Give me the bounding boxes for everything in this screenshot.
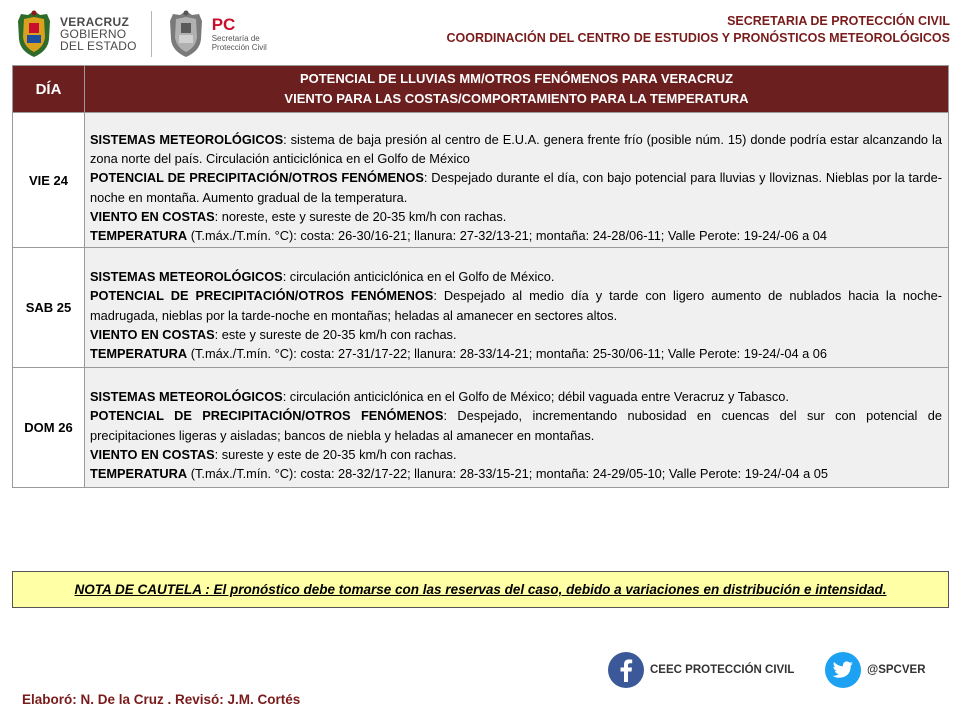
sistemas-paragraph xyxy=(90,267,942,286)
forecast-cell xyxy=(85,113,949,248)
table-row xyxy=(13,113,949,248)
sistemas-text: : circulación anticiclónica en el Golfo de México. xyxy=(282,269,555,285)
credits: Elaboró: N. De la Cruz . Revisó: J.M. Cortés xyxy=(22,692,301,707)
caution-note xyxy=(12,571,949,608)
sistemas-text: : sistema de baja presión al centro de E.U.A. genera frente frío (posible núm. 15) donde podría estar alcanzando la zona norte del país. Circulación anticiclónica en el Golfo de México xyxy=(90,132,942,167)
facebook-label[interactable]: CEEC PROTECCIÓN CIVIL xyxy=(650,664,795,676)
precip-label: POTENCIAL DE PRECIPITACIÓN/OTROS FENÓMENOS xyxy=(90,170,424,186)
org-line2: COORDINACIÓN DEL CENTRO DE ESTUDIOS Y PRONÓSTICOS METEOROLÓGICOS xyxy=(446,31,950,45)
veracruz-shield-icon xyxy=(14,9,54,59)
pc-logo-text xyxy=(212,16,267,52)
pc-logo-title: PC xyxy=(211,15,236,34)
precip-text: : Despejado durante el día, con bajo potencial para lluvias y lloviznas. Nieblas por la tarde-noche en montaña. Aumento gradual de la temperatura. xyxy=(90,170,942,205)
precip-label: POTENCIAL DE PRECIPITACIÓN/OTROS FENÓMENOS xyxy=(90,288,434,304)
sistemas-paragraph xyxy=(90,130,942,168)
temp-text: (T.máx./T.mín. °C): costa: 27-31/17-22; llanura: 28-33/14-21; montaña: 25-30/06-11; Valle Perote: 19-24/-04 a 06 xyxy=(187,346,828,362)
temp-label: TEMPERATURA xyxy=(90,466,188,482)
forecast-cell xyxy=(85,368,949,488)
day-cell: VIE 24 xyxy=(13,113,85,248)
temp-line xyxy=(90,464,942,483)
temp-line xyxy=(90,344,942,363)
viento-label: VIENTO EN COSTAS xyxy=(90,326,215,342)
precip-text: : Despejado al medio día y tarde con ligero aumento de nublados hacia la noche- madrugada, nieblas por la tarde-noche en montañas; heladas al amanecer en sectores altos. xyxy=(90,288,943,323)
twitter-link[interactable] xyxy=(825,652,926,688)
viento-text: : sureste y este de 20-35 km/h con rachas. xyxy=(214,446,457,462)
facebook-link[interactable] xyxy=(608,652,794,688)
veracruz-logo-text xyxy=(60,16,137,52)
viento-label: VIENTO EN COSTAS xyxy=(90,446,215,462)
sistemas-paragraph xyxy=(90,387,942,406)
pc-logo-line2: Protección Civil xyxy=(211,43,267,52)
precip-label: POTENCIAL DE PRECIPITACIÓN/OTROS FENÓMENOS xyxy=(90,408,444,424)
precip-paragraph xyxy=(90,406,942,444)
table-row xyxy=(13,248,949,368)
twitter-label[interactable]: @SPCVER xyxy=(867,664,926,676)
veracruz-logo xyxy=(14,9,137,59)
sistemas-label: SISTEMAS METEOROLÓGICOS xyxy=(90,132,284,147)
forecast-table xyxy=(12,65,949,488)
logo-divider xyxy=(151,11,152,57)
temp-label: TEMPERATURA xyxy=(90,346,188,362)
column-title-line2: VIENTO PARA LAS COSTAS/COMPORTAMIENTO PARA LA TEMPERATURA xyxy=(284,91,749,106)
veracruz-logo-line3: DEL ESTADO xyxy=(60,39,137,53)
header-logos xyxy=(14,6,267,62)
day-cell: SAB 25 xyxy=(13,248,85,368)
precip-paragraph xyxy=(90,168,942,206)
column-title-line1: POTENCIAL DE LLUVIAS MM/OTROS FENÓMENOS PARA VERACRUZ xyxy=(299,71,734,86)
temp-label: TEMPERATURA xyxy=(90,228,188,244)
precip-paragraph xyxy=(90,286,942,324)
sistemas-label: SISTEMAS METEOROLÓGICOS xyxy=(90,269,283,285)
viento-text: : este y sureste de 20-35 km/h con rachas. xyxy=(214,326,457,342)
sistemas-label: SISTEMAS METEOROLÓGICOS xyxy=(90,389,283,405)
temp-text: (T.máx./T.mín. °C): costa: 26-30/16-21; llanura: 27-32/13-21; montaña: 24-28/06-11; Valle Perote: 19-24/-06 a 04 xyxy=(187,228,828,244)
twitter-icon[interactable] xyxy=(825,652,861,688)
viento-label: VIENTO EN COSTAS xyxy=(90,208,215,224)
viento-line xyxy=(90,325,942,344)
caution-note-text: NOTA DE CAUTELA : El pronóstico debe tomarse con las reservas del caso, debido a variaciones en distribución e intensidad. xyxy=(74,582,887,597)
org-line1: SECRETARIA DE PROTECCIÓN CIVIL xyxy=(727,14,950,28)
column-header-day: DÍA xyxy=(13,66,85,113)
pc-logo-line1: Secretaría de xyxy=(211,34,260,43)
day-cell: DOM 26 xyxy=(13,368,85,488)
precip-text: : Despejado, incrementando nubosidad en cuencas del sur con potencial de precipitaciones ligeras y aisladas; bancos de niebla y heladas al amanecer en montañas. xyxy=(90,408,942,443)
viento-line xyxy=(90,445,942,464)
sistemas-text: : circulación anticiclónica en el Golfo de México; débil vaguada entre Veracruz y Tabasco. xyxy=(282,389,789,405)
veracruz-logo-line1: VERACRUZ xyxy=(60,15,130,29)
temp-line xyxy=(90,226,942,245)
table-row xyxy=(13,368,949,488)
viento-text: : noreste, este y sureste de 20-35 km/h con rachas. xyxy=(214,208,507,224)
organization-heading xyxy=(446,13,950,47)
facebook-icon[interactable] xyxy=(608,652,644,688)
table-header-row xyxy=(13,66,949,113)
veracruz-logo-line2: GOBIERNO xyxy=(60,27,127,41)
pc-logo xyxy=(166,9,267,59)
column-header-title xyxy=(85,66,949,113)
forecast-cell xyxy=(85,248,949,368)
pc-shield-icon xyxy=(166,9,206,59)
temp-text: (T.máx./T.mín. °C): costa: 28-32/17-22; llanura: 28-33/15-21; montaña: 24-29/05-10; Valle Perote: 19-24/-04 a 05 xyxy=(187,466,828,482)
viento-line xyxy=(90,207,942,226)
